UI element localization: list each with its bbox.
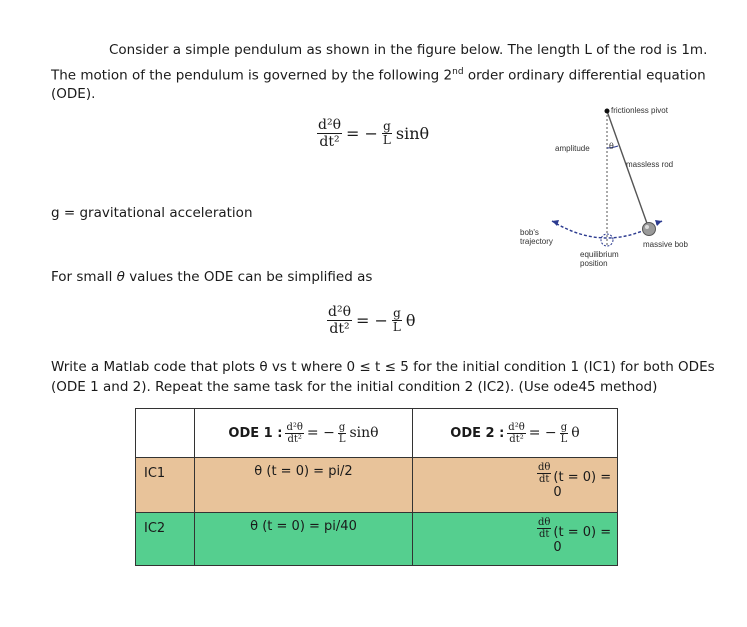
ic2-row [136, 513, 618, 566]
amplitude-label: amplitude [555, 144, 590, 153]
pendulum-ode-equation: $\frac{\text{d²θ}}{\text{dt²}}$ = − $\frac{g}{L}$ sinθ [318, 117, 430, 150]
ode1-header-cell: ODE 1 : $\frac{\text{d²θ}}{\text{dt²}}$ = − $\frac{g}{L}$ sinθ [195, 409, 413, 458]
bob-label: massive bob [643, 240, 688, 249]
trajectory-label-2: trajectory [520, 237, 553, 246]
pivot-dot [605, 109, 610, 114]
intro-line-1: Consider a simple pendulum as shown in the figure below. The length L of the rod is 1m. [109, 42, 708, 58]
intro-line-3: (ODE). [51, 86, 96, 102]
theta-label: θ [609, 142, 614, 151]
massless-rod [607, 111, 649, 229]
rod-label: massless rod [626, 160, 674, 169]
ic1-label: IC1 [136, 458, 195, 513]
massive-bob [643, 223, 656, 236]
ic1-ode2-cell: $\frac{d\theta}{dt}$ (t = 0) = 0 [413, 458, 618, 513]
task-line-2: (ODE 1 and 2). Repeat the same task for the initial condition 2 (IC2). (Use ode45 method) [51, 379, 658, 395]
ode2-header-cell: ODE 2 : $\frac{\text{d²θ}}{\text{dt²}}$ = − $\frac{g}{L}$ θ [413, 409, 618, 458]
ic2-ode2-cell: $\frac{d\theta}{dt}$ (t = 0) = 0 [413, 513, 618, 566]
pivot-label: frictionless pivot [611, 106, 668, 115]
task-line-1: Write a Matlab code that plots θ vs t where 0 ≤ t ≤ 5 for the initial condition 1 (IC1) for both ODEs [51, 359, 715, 375]
ic1-ode1-cell: θ (t = 0) = pi/2 [195, 458, 413, 513]
ic1-row [136, 458, 618, 513]
table-corner-cell [136, 409, 195, 458]
ode-conditions-table [135, 408, 618, 566]
ic2-ode1-cell: θ (t = 0) = pi/40 [195, 513, 413, 566]
equilibrium-label-1: equilibrium [580, 250, 619, 259]
trajectory-label-1: bob's [520, 228, 539, 237]
trajectory-arrow-right [655, 220, 662, 226]
small-angle-text: For small θ values the ODE can be simplified as [51, 269, 373, 285]
linearized-ode-equation: $\frac{\text{d²θ}}{\text{dt²}}$ = − $\frac{g}{L}$ θ [328, 304, 416, 337]
pendulum-figure [512, 98, 742, 278]
table-header-row [136, 409, 618, 458]
equilibrium-label-2: position [580, 259, 608, 268]
intro-line-2: The motion of the pendulum is governed by the following 2nd order ordinary differential equation [51, 67, 706, 84]
g-definition: g = gravitational acceleration [51, 205, 253, 221]
ic2-label: IC2 [136, 513, 195, 566]
